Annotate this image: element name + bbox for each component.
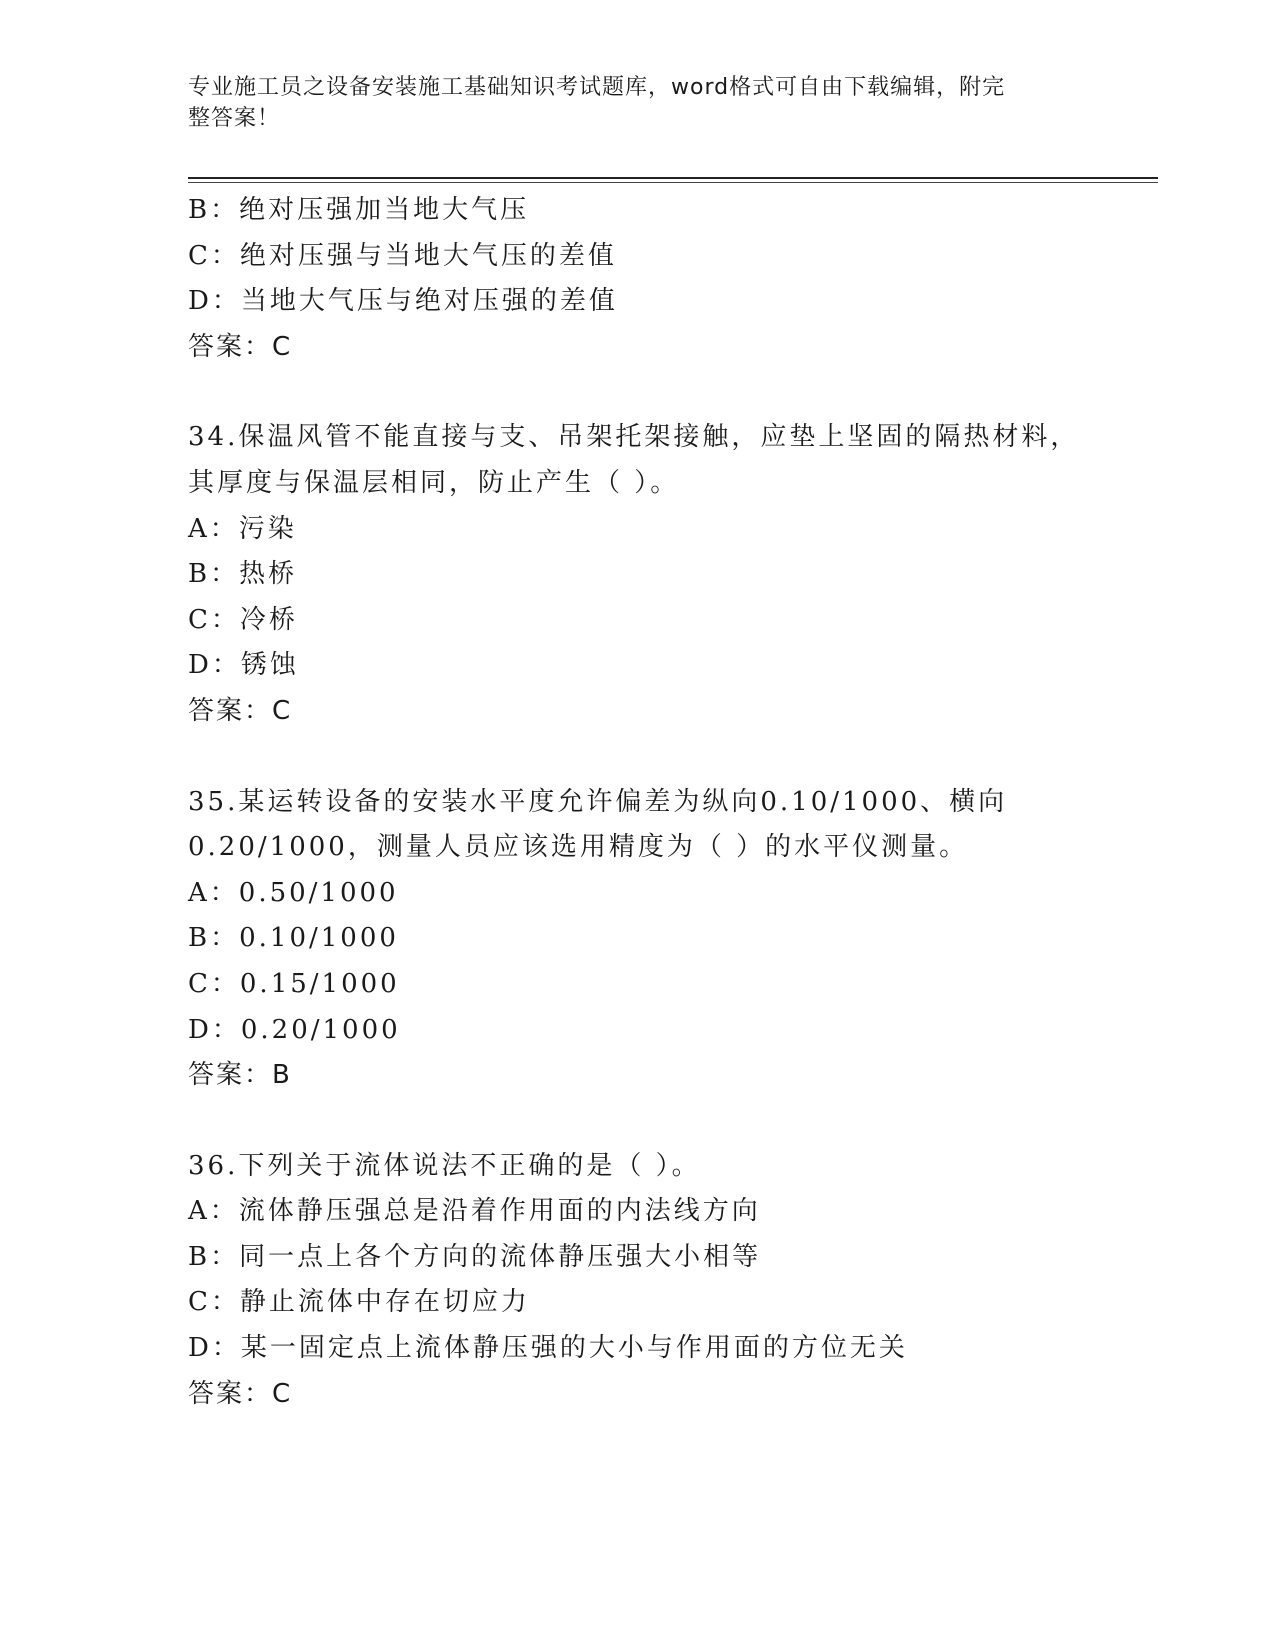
header-line-1: 专业施工员之设备安装施工基础知识考试题库，word格式可自由下载编辑，附完: [188, 75, 1006, 100]
question-36: [188, 1144, 1088, 1418]
option-c: C：静止流体中存在切应力: [188, 1287, 530, 1318]
answer-line: 答案：C: [188, 695, 293, 726]
option-c: C：0.15/1000: [188, 968, 400, 999]
question-stem: 34.保温风管不能直接与支、吊架托架接触，应垫上坚固的隔热材料，: [188, 422, 1080, 453]
option-b: B：热桥: [188, 559, 298, 590]
option-d: D：当地大气压与绝对压强的差值: [188, 286, 618, 317]
question-content: [188, 188, 1088, 1417]
option-a: A：污染: [188, 513, 297, 544]
option-d: D：某一固定点上流体静压强的大小与作用面的方位无关: [188, 1333, 908, 1364]
option-b: B：绝对压强加当地大气压: [188, 195, 530, 225]
question-stem: 36.下列关于流体说法不正确的是（ ）。: [188, 1150, 701, 1181]
option-a: A：0.50/1000: [188, 877, 399, 908]
header-line-2: 整答案！: [188, 106, 281, 131]
answer-line: 答案：C: [188, 1378, 293, 1409]
question-stem: 其厚度与保温层相同，防止产生（ ）。: [188, 467, 680, 498]
question-stem: 35.某运转设备的安装水平度允许偏差为纵向0.10/1000、横向: [188, 786, 1008, 817]
option-d: D：锈蚀: [188, 650, 299, 681]
option-b: B：同一点上各个方向的流体静压强大小相等: [188, 1241, 762, 1272]
answer-line: 答案：C: [188, 331, 293, 362]
page-header: [188, 72, 1068, 134]
header-divider: [188, 177, 1158, 179]
option-c: C：冷桥: [188, 604, 298, 635]
question-35: [188, 780, 1088, 1099]
option-a: A：流体静压强总是沿着作用面的内法线方向: [188, 1196, 761, 1227]
question-34: [188, 415, 1088, 734]
answer-line: 答案：B: [188, 1060, 292, 1091]
question-stem: 0.20/1000，测量人员应该选用精度为（ ）的水平仪测量。: [188, 832, 969, 863]
option-c: C：绝对压强与当地大气压的差值: [188, 240, 617, 271]
option-b: B：0.10/1000: [188, 923, 399, 954]
option-d: D：0.20/1000: [188, 1014, 401, 1045]
question-33-continuation: [188, 188, 1088, 370]
header-divider-thin: [188, 182, 1158, 183]
